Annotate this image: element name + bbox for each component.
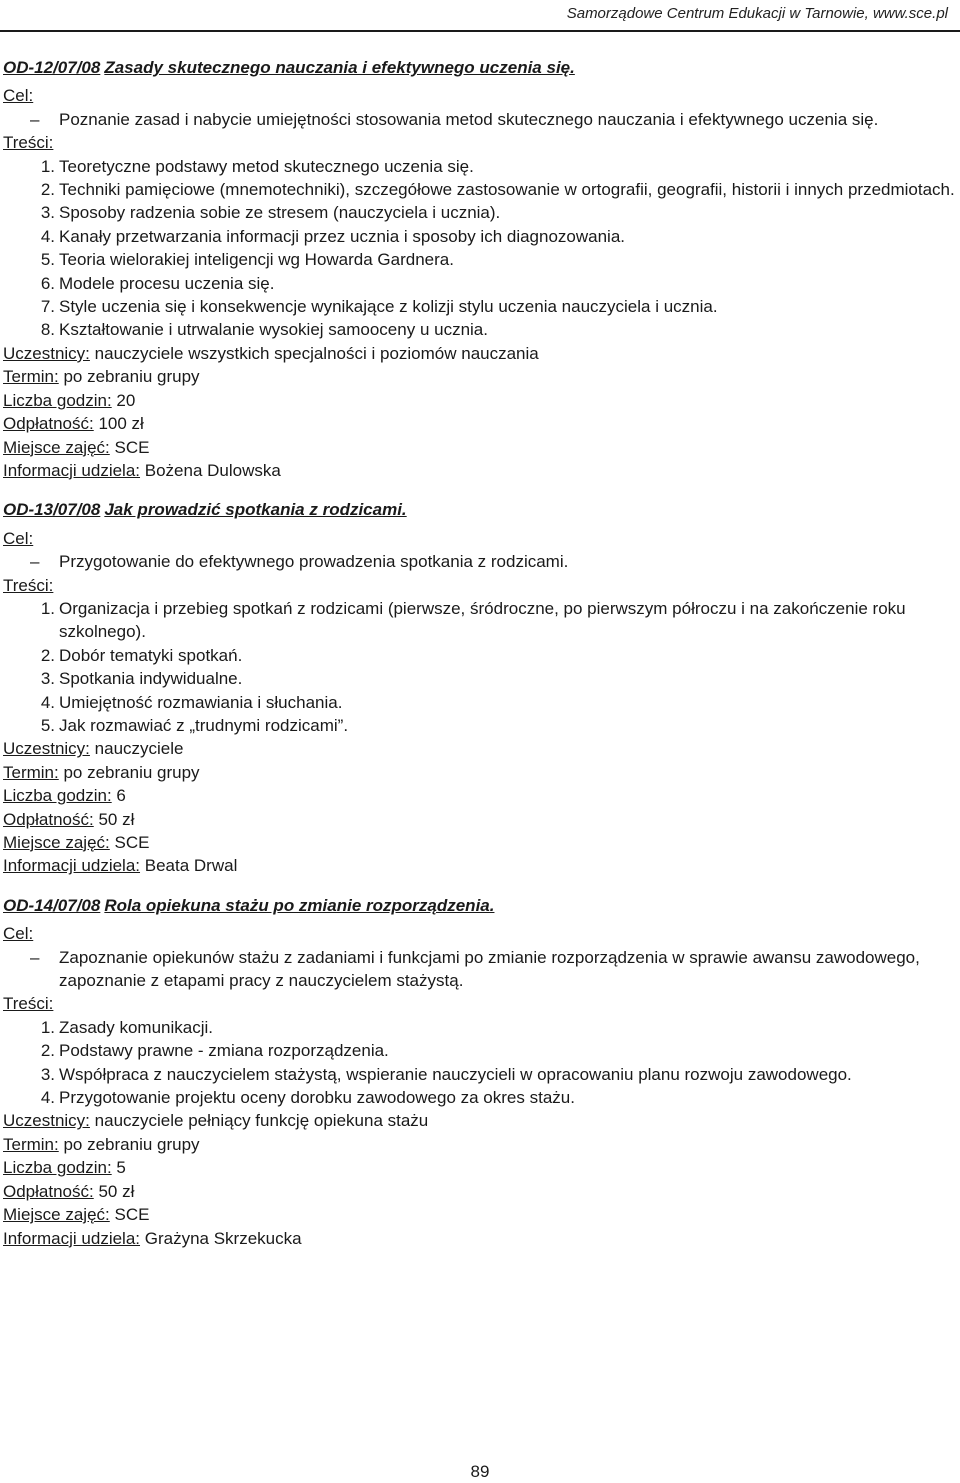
term-line [3, 1133, 958, 1156]
term-value: po zebraniu grupy [63, 762, 200, 782]
content-label-line [3, 131, 958, 154]
fee-label: Odpłatność: [3, 414, 94, 434]
course-name: Zasady skutecznego nauczania i efektywnego uczenia się. [104, 58, 575, 77]
item-text: Techniki pamięciowe (mnemotechniki), szczegółowe zastosowanie w ortografii, geografii, historii i innych przedmiotach. [59, 180, 955, 200]
content-label-line [3, 992, 958, 1015]
course-name: Rola opiekuna stażu po zmianie rozporządzenia. [104, 895, 495, 915]
item-number: 3. [40, 669, 55, 689]
list-item [3, 714, 958, 737]
item-number: 1. [40, 598, 55, 618]
goal-text: Zapoznanie opiekunów stażu z zadaniami i funkcjami po zmianie rozporządzenia w sprawie awansu zawodowego, zapoznanie z etapami pracy z nauczycielem stażystą. [59, 947, 920, 991]
list-item [3, 248, 958, 271]
participants-label: Uczestnicy: [3, 343, 90, 363]
list-item [3, 1039, 958, 1062]
item-number: 7. [40, 297, 55, 317]
item-text: Teoria wielorakiej inteligencji wg Howarda Gardnera. [59, 250, 454, 270]
item-text: Kształtowanie i utrwalanie wysokiej samooceny u ucznia. [59, 320, 488, 340]
content-label: Treści: [3, 133, 54, 153]
item-number: 2. [40, 180, 55, 200]
list-item [3, 667, 958, 690]
item-number: 4. [40, 226, 55, 246]
location-label: Miejsce zajęć: [3, 833, 110, 852]
hours-label: Liczba godzin: [3, 1158, 112, 1178]
content-label: Treści: [3, 994, 54, 1014]
contact-value: Beata Drwal [144, 856, 238, 876]
dash-bullet: – [30, 109, 40, 129]
course-od-14 [3, 894, 958, 1250]
hours-line [3, 784, 958, 807]
participants-value: nauczyciele [94, 739, 184, 759]
course-code: OD-12/07/08 [3, 58, 101, 77]
hours-label: Liczba godzin: [3, 786, 112, 806]
term-label: Termin: [3, 367, 59, 387]
item-text: Jak rozmawiać z „trudnymi rodzicami”. [59, 715, 349, 735]
contact-label: Informacji udziela: [3, 856, 141, 876]
contact-line [3, 854, 958, 877]
item-number: 4. [40, 692, 55, 712]
participants-label: Uczestnicy: [3, 739, 90, 759]
participants-line [3, 1109, 958, 1132]
fee-label: Odpłatność: [3, 1181, 94, 1201]
list-item [3, 1063, 958, 1086]
item-number: 5. [40, 715, 55, 735]
list-item [3, 201, 958, 224]
location-line [3, 831, 958, 854]
item-text: Przygotowanie projektu oceny dorobku zawodowego za okres stażu. [59, 1088, 575, 1108]
course-od-12 [3, 56, 958, 482]
course-title [3, 56, 958, 79]
goal-label-line [3, 527, 958, 550]
item-number: 2. [40, 1041, 55, 1061]
participants-line [3, 737, 958, 760]
list-item [3, 295, 958, 318]
location-label: Miejsce zajęć: [3, 437, 110, 457]
item-text: Sposoby radzenia sobie ze stresem (nauczyciela i ucznia). [59, 203, 501, 223]
list-item [3, 1016, 958, 1039]
list-item [3, 155, 958, 178]
course-list [3, 56, 958, 1250]
fee-value: 100 zł [98, 414, 144, 434]
content-list [3, 1016, 958, 1110]
participants-line [3, 342, 958, 365]
item-text: Podstawy prawne - zmiana rozporządzenia. [59, 1041, 389, 1061]
location-value: SCE [114, 437, 150, 457]
goal-label-line [3, 922, 958, 945]
course-name: Jak prowadzić spotkania z rodzicami. [104, 500, 407, 520]
item-text: Współpraca z nauczycielem stażystą, wspieranie nauczycieli w opracowaniu planu rozwoju zawodowego. [59, 1064, 852, 1084]
fee-value: 50 zł [98, 1181, 135, 1201]
participants-value: nauczyciele wszystkich specjalności i poziomów nauczania [94, 343, 539, 363]
list-item [3, 318, 958, 341]
hours-value: 20 [116, 390, 136, 410]
content-label-line [3, 574, 958, 597]
location-value: SCE [114, 833, 150, 852]
contact-value: Bożena Dulowska [144, 460, 281, 480]
page-header: Samorządowe Centrum Edukacji w Tarnowie, www.sce.pl [566, 5, 948, 22]
item-text: Zasady komunikacji. [59, 1017, 214, 1037]
item-number: 1. [40, 1017, 55, 1037]
item-text: Spotkania indywidualne. [59, 669, 243, 689]
location-value: SCE [114, 1205, 150, 1225]
goal-text: Przygotowanie do efektywnego prowadzenia spotkania z rodzicami. [59, 552, 569, 572]
item-text: Organizacja i przebieg spotkań z rodzicami (pierwsze, śródroczne, po pierwszym półroczu i na zakończenie roku szkolnego). [59, 598, 906, 642]
list-item [3, 691, 958, 714]
list-item [3, 644, 958, 667]
fee-value: 50 zł [98, 809, 135, 829]
goal [3, 550, 958, 573]
hours-value: 5 [116, 1158, 126, 1178]
item-number: 2. [40, 645, 55, 665]
content-list [3, 597, 958, 737]
goal-text: Poznanie zasad i nabycie umiejętności stosowania metod skutecznego nauczania i efektywnego uczenia się. [59, 109, 879, 129]
item-number: 6. [40, 273, 55, 293]
term-label: Termin: [3, 1134, 59, 1154]
list-item [3, 272, 958, 295]
term-value: po zebraniu grupy [63, 367, 200, 387]
fee-line [3, 808, 958, 831]
goal-label: Cel: [3, 924, 34, 944]
item-number: 3. [40, 1064, 55, 1084]
fee-line [3, 1180, 958, 1203]
contact-label: Informacji udziela: [3, 1228, 141, 1248]
contact-line [3, 459, 958, 482]
participants-label: Uczestnicy: [3, 1111, 90, 1131]
item-number: 1. [40, 156, 55, 176]
term-line [3, 365, 958, 388]
goal-label: Cel: [3, 86, 34, 106]
hours-line [3, 1156, 958, 1179]
course-od-13 [3, 498, 958, 878]
term-value: po zebraniu grupy [63, 1134, 200, 1154]
fee-line [3, 412, 958, 435]
location-line [3, 436, 958, 459]
item-text: Modele procesu uczenia się. [59, 273, 275, 293]
item-number: 4. [40, 1088, 55, 1108]
term-line [3, 761, 958, 784]
contact-line [3, 1227, 958, 1250]
participants-value: nauczyciele pełniący funkcję opiekuna stażu [94, 1111, 429, 1131]
page-number: 89 [470, 1462, 490, 1481]
item-text: Style uczenia się i konsekwencje wynikające z kolizji stylu uczenia nauczyciela i ucznia. [59, 297, 718, 317]
course-title [3, 894, 958, 917]
item-number: 8. [40, 320, 55, 340]
header-rule [0, 30, 960, 32]
item-number: 5. [40, 250, 55, 270]
item-text: Dobór tematyki spotkań. [59, 645, 243, 665]
list-item [3, 597, 958, 644]
goal [3, 946, 958, 993]
goal [3, 108, 958, 131]
goal-label-line [3, 84, 958, 107]
dash-bullet: – [30, 552, 40, 572]
course-code: OD-13/07/08 [3, 500, 101, 520]
hours-label: Liczba godzin: [3, 390, 112, 410]
item-text: Teoretyczne podstawy metod skutecznego uczenia się. [59, 156, 474, 176]
item-text: Kanały przetwarzania informacji przez ucznia i sposoby ich diagnozowania. [59, 226, 626, 246]
contact-label: Informacji udziela: [3, 460, 141, 480]
dash-bullet: – [30, 947, 40, 967]
content-label: Treści: [3, 575, 54, 595]
goal-label: Cel: [3, 528, 34, 548]
item-text: Umiejętność rozmawiania i słuchania. [59, 692, 343, 712]
list-item [3, 225, 958, 248]
list-item [3, 1086, 958, 1109]
hours-value: 6 [116, 786, 126, 806]
item-number: 3. [40, 203, 55, 223]
location-label: Miejsce zajęć: [3, 1205, 110, 1225]
course-title [3, 498, 958, 521]
term-label: Termin: [3, 762, 59, 782]
list-item [3, 178, 958, 201]
content-list [3, 155, 958, 342]
hours-line [3, 389, 958, 412]
contact-value: Grażyna Skrzekucka [144, 1228, 302, 1248]
location-line [3, 1203, 958, 1226]
course-code: OD-14/07/08 [3, 895, 101, 915]
fee-label: Odpłatność: [3, 809, 94, 829]
